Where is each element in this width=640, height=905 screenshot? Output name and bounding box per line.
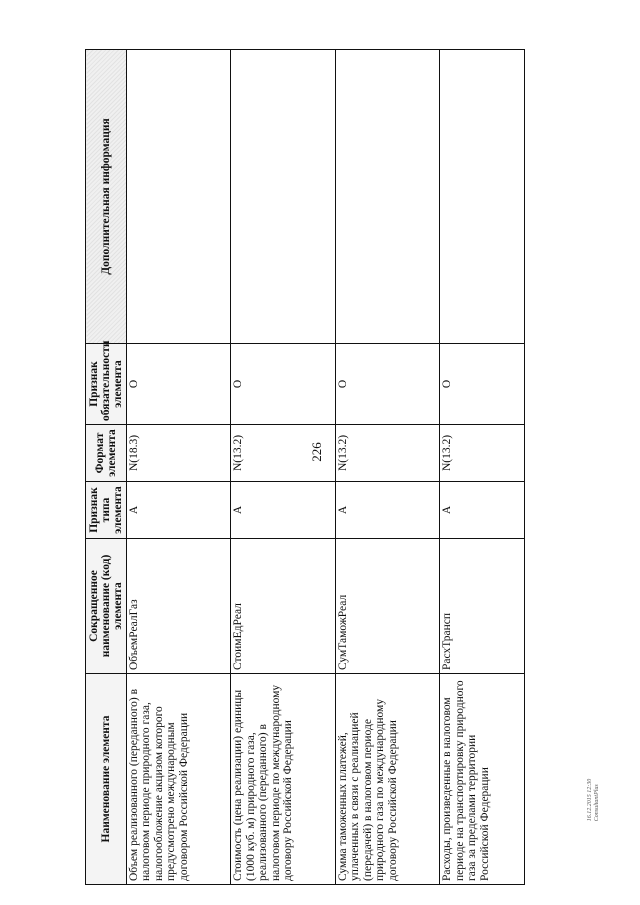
header-required: Признак обязательности элемента bbox=[86, 344, 127, 425]
header-format: Формат элемента bbox=[86, 425, 127, 482]
footer-line-2: ConsultantPlus bbox=[594, 784, 600, 822]
cell-format: N(13.2) bbox=[231, 425, 335, 482]
cell-info bbox=[335, 50, 439, 344]
cell-required: О bbox=[440, 344, 525, 425]
page-number: 226 bbox=[309, 442, 324, 462]
header-info: Дополнительная информация bbox=[86, 50, 127, 344]
cell-info bbox=[127, 50, 231, 344]
cell-format: N(18.3) bbox=[127, 425, 231, 482]
cell-format: N(13.2) bbox=[335, 425, 439, 482]
cell-code: РасхТрансп bbox=[440, 539, 525, 674]
table-row bbox=[231, 50, 335, 885]
cell-code: ОбъемРеалГаз bbox=[127, 539, 231, 674]
footer-line-1: 16.12.2015 12:30 bbox=[587, 778, 593, 822]
cell-required: О bbox=[231, 344, 335, 425]
cell-name: Сумма таможенных платежей, уплаченных в связи с реализацией (передачей) в налоговом периоде природного газа по международному договору Российской Федерации bbox=[335, 674, 439, 885]
cell-name: Стоимость (цена реализации) единицы (1000 куб. м) природного газа, реализованного (переданного) в налоговом периоде по международному договору Российской Федерации bbox=[231, 674, 335, 885]
cell-type: А bbox=[335, 482, 439, 539]
cell-name: Объем реализованного (переданного) в налоговом периоде природного газа, налогообложение акцизом которого предусмотрено международным договором Российской Федерации bbox=[127, 674, 231, 885]
cell-type: А bbox=[127, 482, 231, 539]
cell-info bbox=[440, 50, 525, 344]
header-code: Сокращенное наименование (код) элемента bbox=[86, 539, 127, 674]
rotated-table-container bbox=[85, 50, 525, 885]
header-type: Признак типа элемента bbox=[86, 482, 127, 539]
cell-required: О bbox=[127, 344, 231, 425]
table-header-row bbox=[86, 50, 127, 885]
footer-stamp bbox=[587, 779, 601, 822]
cell-type: А bbox=[440, 482, 525, 539]
cell-format: N(13.2) bbox=[440, 425, 525, 482]
elements-table bbox=[85, 49, 525, 885]
cell-info bbox=[231, 50, 335, 344]
header-name: Наименование элемента bbox=[86, 674, 127, 885]
cell-code: СумТаможРеал bbox=[335, 539, 439, 674]
table-row bbox=[335, 50, 439, 885]
cell-name: Расходы, произведенные в налоговом периоде на транспортировку природного газа за пределами территории Российской Федерации bbox=[440, 674, 525, 885]
table-row bbox=[440, 50, 525, 885]
cell-type: А bbox=[231, 482, 335, 539]
cell-required: О bbox=[335, 344, 439, 425]
cell-code: СтоимЕдРеал bbox=[231, 539, 335, 674]
table-row bbox=[127, 50, 231, 885]
